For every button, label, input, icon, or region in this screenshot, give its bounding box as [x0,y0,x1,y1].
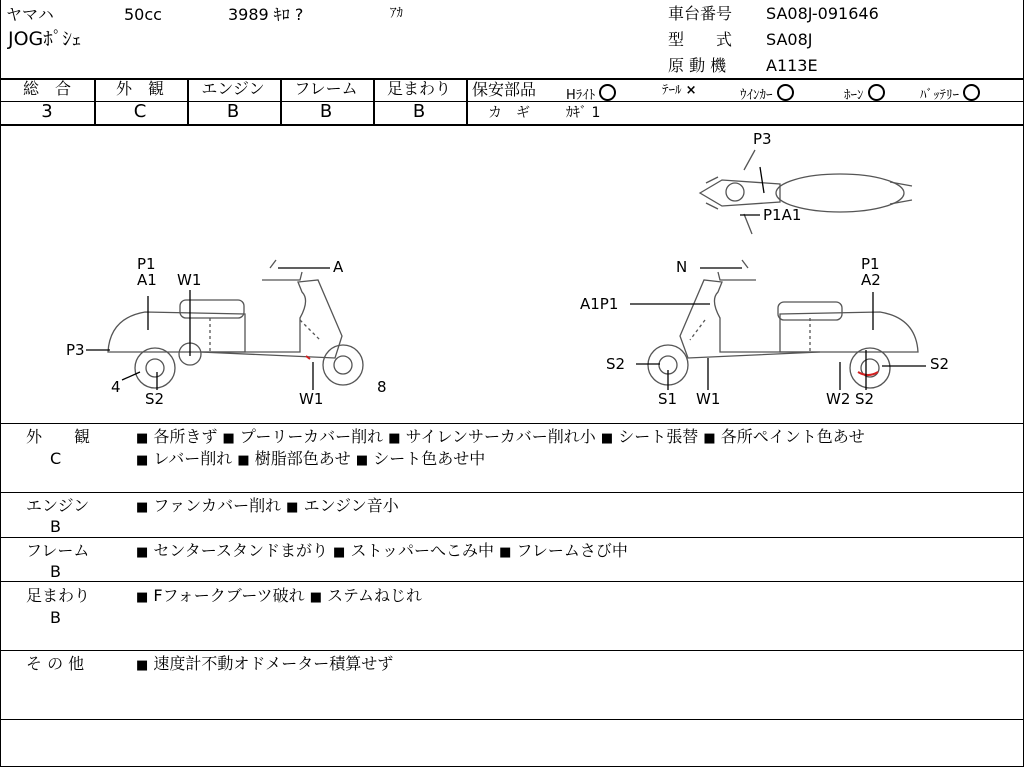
grade-value: B [412,101,426,122]
diagram-label: S2 [855,390,875,408]
grade-divider [466,78,468,125]
remark: シート張替 [618,427,699,446]
remark-line [136,543,628,559]
diagram-label: P1A1 [763,206,802,224]
diagram-label: S2 [145,390,165,408]
circle-mark-icon [777,84,794,101]
type-value: SA08J [766,30,813,49]
remark: センタースタンドまがり [153,541,328,560]
diagram-label: S2 [606,355,626,373]
frame-no: SA08J-091646 [766,4,879,23]
section-grade: B [50,517,61,536]
diagram-label: W1 [177,271,202,289]
circle-mark-icon [963,84,980,101]
section-border [0,719,1024,720]
remark: プーリーカバー削れ [239,427,384,446]
bullet-icon: ■ [136,431,149,446]
grade-value: C [133,101,147,122]
bullet-icon: ■ [136,545,149,560]
bullet-icon: ■ [333,545,346,560]
diagram-bottom-border [0,423,1024,424]
grade-label: エンジン [201,79,265,98]
bullet-icon: ■ [136,590,149,605]
diagram-label: P1 [137,255,156,273]
grade-label: フレーム [294,79,358,98]
diagram-label: S1 [658,390,678,408]
bullet-icon: ■ [499,545,512,560]
engine-value: A113E [766,56,818,75]
key-label: カ ギ [488,105,530,121]
diagram-label: P3 [66,341,85,359]
scooter-right-view [630,260,926,390]
key-value: ｶｷﾞ 1 [566,105,601,121]
remark-line [136,656,393,672]
grade-divider [94,78,96,125]
diagram-label: S2 [930,355,950,373]
grade-label: 総 合 [22,79,71,98]
section-title: そ の 他 [26,654,85,673]
section-title: フレーム [26,541,90,560]
remark: 速度計不動オドメーター積算せず [153,654,394,673]
grade-value: 3 [41,101,53,122]
diagram-label: N [676,258,688,276]
displacement: 50cc [124,5,162,24]
remark-line [136,588,422,604]
mileage: 3989 ｷﾛ ? [228,5,304,24]
remark-line [136,451,485,467]
bullet-icon: ■ [136,500,149,515]
grade-divider [373,78,375,125]
frame-no-label: 車台番号 [668,4,733,23]
bullet-icon: ■ [136,658,149,673]
remark-line [136,429,865,445]
diagram-label: W2 [826,390,851,408]
section-title: 足まわり [26,586,91,605]
diagram-label: A1 [137,271,157,289]
section-border [0,650,1024,651]
safety-item-tail: ﾃｰﾙ × [662,83,697,98]
bullet-icon: ■ [286,500,299,515]
remark: 各所きず [153,427,218,446]
maker: ヤマハ [6,5,54,24]
diagram-label: 4 [111,378,121,396]
section-grade: C [50,449,62,468]
diagram-label: A [333,258,344,276]
section-grade: B [50,562,61,581]
grade-value: B [226,101,240,122]
section-border [0,581,1024,582]
diagram-label: P1 [861,255,880,273]
circle-mark-icon [599,84,616,101]
section-title: 外 観 [26,427,91,446]
color: ｱｶ [390,6,403,21]
safety-item-headlight: Hﾗｲﾄ [566,84,616,102]
scooter-top-view [700,150,912,234]
grade-divider [280,78,282,125]
remark: ステムねじれ [327,586,423,605]
grade-label: 足まわり [386,79,451,98]
section-grade: B [50,608,61,627]
bullet-icon: ■ [136,453,149,468]
diagram-label: P3 [753,130,772,148]
bullet-icon: ■ [309,590,323,605]
grade-label: 外 観 [115,79,164,98]
diagram-label: W1 [299,390,324,408]
remark: 樹脂部色あせ [254,449,351,468]
engine-label: 原 動 機 [668,56,727,75]
model-name: JOGﾎﾟｼｪ [8,28,82,50]
diagram-label: A1P1 [580,295,619,313]
remark: ストッパーへこみ中 [350,541,494,560]
safety-item-winker: ｳｲﾝｶｰ [740,84,794,102]
remark: フレームさび中 [516,541,628,560]
remark: ファンカバー削れ [153,496,282,515]
bullet-icon: ■ [600,431,614,446]
remark: レバー削れ [153,449,233,468]
diagram-label: W1 [696,390,721,408]
scooter-left-view [86,260,363,390]
bullet-icon: ■ [222,431,235,446]
remark: シート色あせ中 [373,449,486,468]
circle-mark-icon [868,84,885,101]
section-title: エンジン [26,496,90,515]
safety-item-battery: ﾊﾞｯﾃﾘｰ [920,84,980,102]
diagram-label: A2 [861,271,881,289]
remark: 各所ペイント色あせ [720,427,865,446]
grade-divider [187,78,189,125]
bullet-icon: ■ [355,453,369,468]
type-label: 型 式 [668,30,733,49]
bullet-icon: ■ [237,453,250,468]
remark-line [136,498,399,514]
remark: エンジン音小 [303,496,399,515]
safety-label: 保安部品 [472,80,537,99]
grade-value: B [319,101,333,122]
section-border [0,537,1024,538]
remark: Fフォークブーツ破れ [153,586,305,605]
safety-item-horn: ﾎｰﾝ [844,84,885,102]
cross-mark-icon: × [685,83,697,98]
bullet-icon: ■ [388,431,401,446]
section-border [0,492,1024,493]
remark: サイレンサーカバー削れ小 [405,427,596,446]
diagram-label: 8 [377,378,387,396]
bullet-icon: ■ [703,431,716,446]
